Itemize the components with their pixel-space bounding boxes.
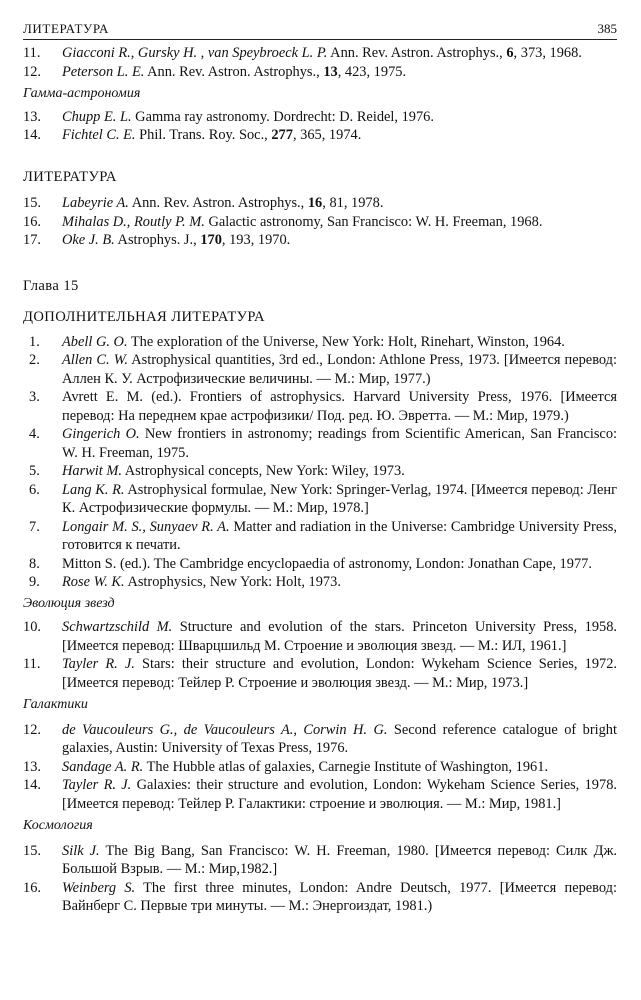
reference-entry	[23, 333, 617, 352]
reference-number: 13.	[23, 758, 41, 775]
reference-number: 5.	[29, 463, 40, 479]
reference-text: Astrophys. J.,	[114, 232, 201, 248]
reference-text: The Hubble atlas of galaxies, Carnegie Institute of Washington, 1961.	[143, 758, 549, 775]
reference-entry	[23, 842, 617, 879]
reference-text: , 423, 1975.	[337, 63, 407, 80]
section-heading-additional: ДОПОЛНИТЕЛЬНАЯ ЛИТЕРАТУРА	[23, 309, 266, 325]
reference-entry	[23, 462, 617, 481]
reference-number: 2.	[29, 352, 40, 368]
reference-entry	[23, 555, 617, 574]
reference-authors: Fichtel C. E.	[62, 127, 136, 143]
page-number: 385	[597, 21, 617, 36]
section-heading-evolution: Эволюция звезд	[23, 595, 115, 611]
reference-text: Mitton S. (ed.). The Cambridge encyclopaedia of astronomy, London: Jonathan Cape, 1977.	[62, 555, 592, 572]
reference-entry	[23, 108, 617, 127]
reference-entry	[23, 776, 617, 813]
reference-authors: Gingerich O.	[62, 426, 140, 442]
reference-number: 13.	[23, 108, 41, 125]
reference-list-continued	[23, 44, 617, 81]
reference-number: 14.	[23, 127, 41, 143]
reference-volume: 6	[506, 45, 514, 61]
reference-number: 16.	[23, 879, 41, 896]
reference-text: Astrophysical formulae, New York: Springer-Verlag, 1974. [Имеется перевод: Ленг К. Астрофизические формулы. — М.: Мир, 1978.]	[62, 481, 617, 516]
reference-number: 4.	[29, 426, 40, 442]
page-content	[23, 44, 617, 916]
reference-number: 8.	[29, 555, 40, 572]
reference-number: 16.	[23, 213, 41, 230]
reference-authors: Schwartzschild M.	[62, 619, 173, 635]
reference-entry	[23, 655, 617, 692]
additional-reference-list	[23, 333, 617, 592]
literature-reference-list	[23, 194, 617, 250]
reference-text: , 193, 1970.	[221, 232, 291, 248]
reference-entry	[23, 213, 617, 232]
section-heading-galaxies: Галактики	[23, 697, 88, 712]
reference-authors: Tayler R. J.	[62, 656, 135, 672]
reference-text: The exploration of the Universe, New York: Holt, Rinehart, Winston, 1964.	[127, 333, 565, 350]
reference-authors: Peterson L. E.	[62, 63, 145, 80]
reference-volume: 277	[271, 127, 293, 143]
reference-number: 1.	[29, 333, 40, 350]
reference-number: 12.	[23, 721, 41, 738]
reference-authors: Giacconi R., Gursky H. , van Speybroeck L. P.	[62, 45, 328, 61]
evolution-reference-list	[23, 618, 617, 692]
reference-number: 11.	[23, 45, 41, 61]
reference-entry	[23, 618, 617, 655]
reference-entry	[23, 758, 617, 777]
section-heading-gamma: Гамма-астрономия	[23, 86, 141, 101]
reference-text: Ann. Rev. Astron. Astrophys.,	[128, 195, 308, 211]
reference-authors: Oke J. B.	[62, 232, 115, 248]
reference-authors: Lang K. R.	[62, 481, 125, 498]
reference-text: Galaxies: their structure and evolution, London: Wykeham Science Series, 1978. [Имеется перевод: Тейлер Р. Галактики: строение и эволюция. — М.: Мир, 1981.]	[62, 777, 617, 812]
running-header-title: ЛИТЕРАТУРА	[23, 21, 109, 36]
reference-volume: 170	[200, 232, 222, 248]
reference-authors: Allen C. W.	[62, 352, 128, 368]
reference-entry	[23, 721, 617, 758]
cosmology-reference-list	[23, 842, 617, 916]
reference-entry	[23, 573, 617, 592]
reference-authors: Sandage A. R.	[62, 758, 144, 775]
reference-text: The Big Bang, San Francisco: W. H. Freeman, 1980. [Имеется перевод: Силк Дж. Большой Взрыв. — М.: Мир,1982.]	[62, 842, 617, 877]
gamma-reference-list	[23, 108, 617, 145]
reference-entry	[23, 351, 617, 388]
section-heading-cosmology: Космология	[23, 818, 93, 833]
reference-text: Astrophysical quantities, 3rd ed., London: Athlone Press, 1973. [Имеется перевод: Аллен К. У. Астрофизические величины. — М.: Мир, 1977.)	[62, 352, 617, 387]
reference-text: , 373, 1968.	[513, 45, 582, 61]
reference-text: , 81, 1978.	[322, 195, 384, 211]
reference-entry	[23, 63, 617, 82]
reference-text: Structure and evolution of the stars. Princeton University Press, 1958. [Имеется перевод: Шварцшильд М. Строение и эволюция звезд. — М.: ИЛ, 1961.]	[62, 619, 618, 654]
reference-authors: Silk J.	[62, 842, 100, 859]
section-heading-literature: ЛИТЕРАТУРА	[23, 168, 117, 185]
running-header	[23, 21, 617, 40]
reference-number: 9.	[29, 574, 40, 590]
reference-number: 15.	[23, 842, 41, 859]
reference-number: 17.	[23, 232, 41, 248]
reference-number: 11.	[23, 656, 41, 672]
reference-entry	[23, 481, 617, 518]
reference-entry	[23, 126, 617, 145]
reference-entry	[23, 425, 617, 462]
reference-entry	[23, 44, 617, 63]
reference-number: 10.	[23, 619, 41, 635]
reference-entry	[23, 388, 617, 425]
reference-entry	[23, 879, 617, 916]
reference-text: Galactic astronomy, San Francisco: W. H. Freeman, 1968.	[204, 213, 543, 230]
reference-volume: 13	[323, 63, 338, 80]
galaxies-reference-list	[23, 721, 617, 814]
reference-number: 12.	[23, 63, 41, 80]
reference-text: Avrett E. M. (ed.). Frontiers of astrophysics. Harvard University Press, 1976. [Имеется перевод: На переднем крае астрофизики/ Под. ред. Ю. Эвретта. — М.: Мир, 1979.)	[62, 389, 617, 424]
reference-text: Astrophysics, New York: Holt, 1973.	[124, 574, 341, 590]
chapter-heading: Глава 15	[23, 277, 79, 294]
reference-text: Ann. Rev. Astron. Astrophys.,	[144, 63, 324, 80]
reference-authors: Chupp E. L.	[62, 108, 132, 125]
reference-text: The first three minutes, London: Andre Deutsch, 1977. [Имеется перевод: Вайнберг С. Первые три минуты. — М.: Энергоиздат, 1981.)	[62, 879, 617, 914]
reference-text: Second reference catalogue of bright galaxies, Austin: University of Texas Press, 1976.	[62, 721, 617, 756]
reference-entry	[23, 194, 617, 213]
reference-number: 3.	[29, 389, 40, 405]
reference-volume: 16	[307, 195, 323, 211]
reference-authors: de Vaucouleurs G., de Vaucouleurs A., Corwin H. G.	[62, 721, 388, 738]
reference-authors: Mihalas D., Routly P. M.	[62, 213, 205, 230]
reference-authors: Rose W. K.	[62, 574, 125, 590]
reference-authors: Harwit M.	[62, 463, 122, 479]
reference-text: Gamma ray astronomy. Dordrecht: D. Reidel, 1976.	[131, 108, 434, 125]
reference-authors: Abell G. O.	[62, 333, 128, 350]
reference-text: New frontiers in astronomy; readings from Scientific American, San Francisco: W. H. Freeman, 1975.	[62, 426, 618, 461]
reference-number: 7.	[29, 518, 40, 535]
reference-text: Astrophysical concepts, New York: Wiley, 1973.	[121, 463, 405, 479]
reference-number: 6.	[29, 481, 40, 498]
reference-text: , 365, 1974.	[292, 127, 362, 143]
reference-authors: Labeyrie A.	[62, 195, 129, 211]
reference-number: 15.	[23, 195, 41, 211]
reference-text: Phil. Trans. Roy. Soc.,	[135, 127, 272, 143]
reference-entry	[23, 518, 617, 555]
reference-text: Stars: their structure and evolution, London: Wykeham Science Series, 1972. [Имеется перевод: Тейлер Р. Строение и эволюция звезд. — М.: Мир, 1973.]	[62, 656, 617, 691]
reference-authors: Weinberg S.	[62, 879, 136, 896]
reference-entry	[23, 231, 617, 250]
reference-text: Ann. Rev. Astron. Astrophys.,	[327, 45, 507, 61]
reference-authors: Tayler R. J.	[62, 777, 132, 793]
reference-text: Matter and radiation in the Universe: Cambridge University Press, готовится к печати.	[62, 518, 618, 553]
reference-number: 14.	[23, 777, 41, 793]
reference-authors: Longair M. S., Sunyaev R. A.	[62, 518, 230, 535]
